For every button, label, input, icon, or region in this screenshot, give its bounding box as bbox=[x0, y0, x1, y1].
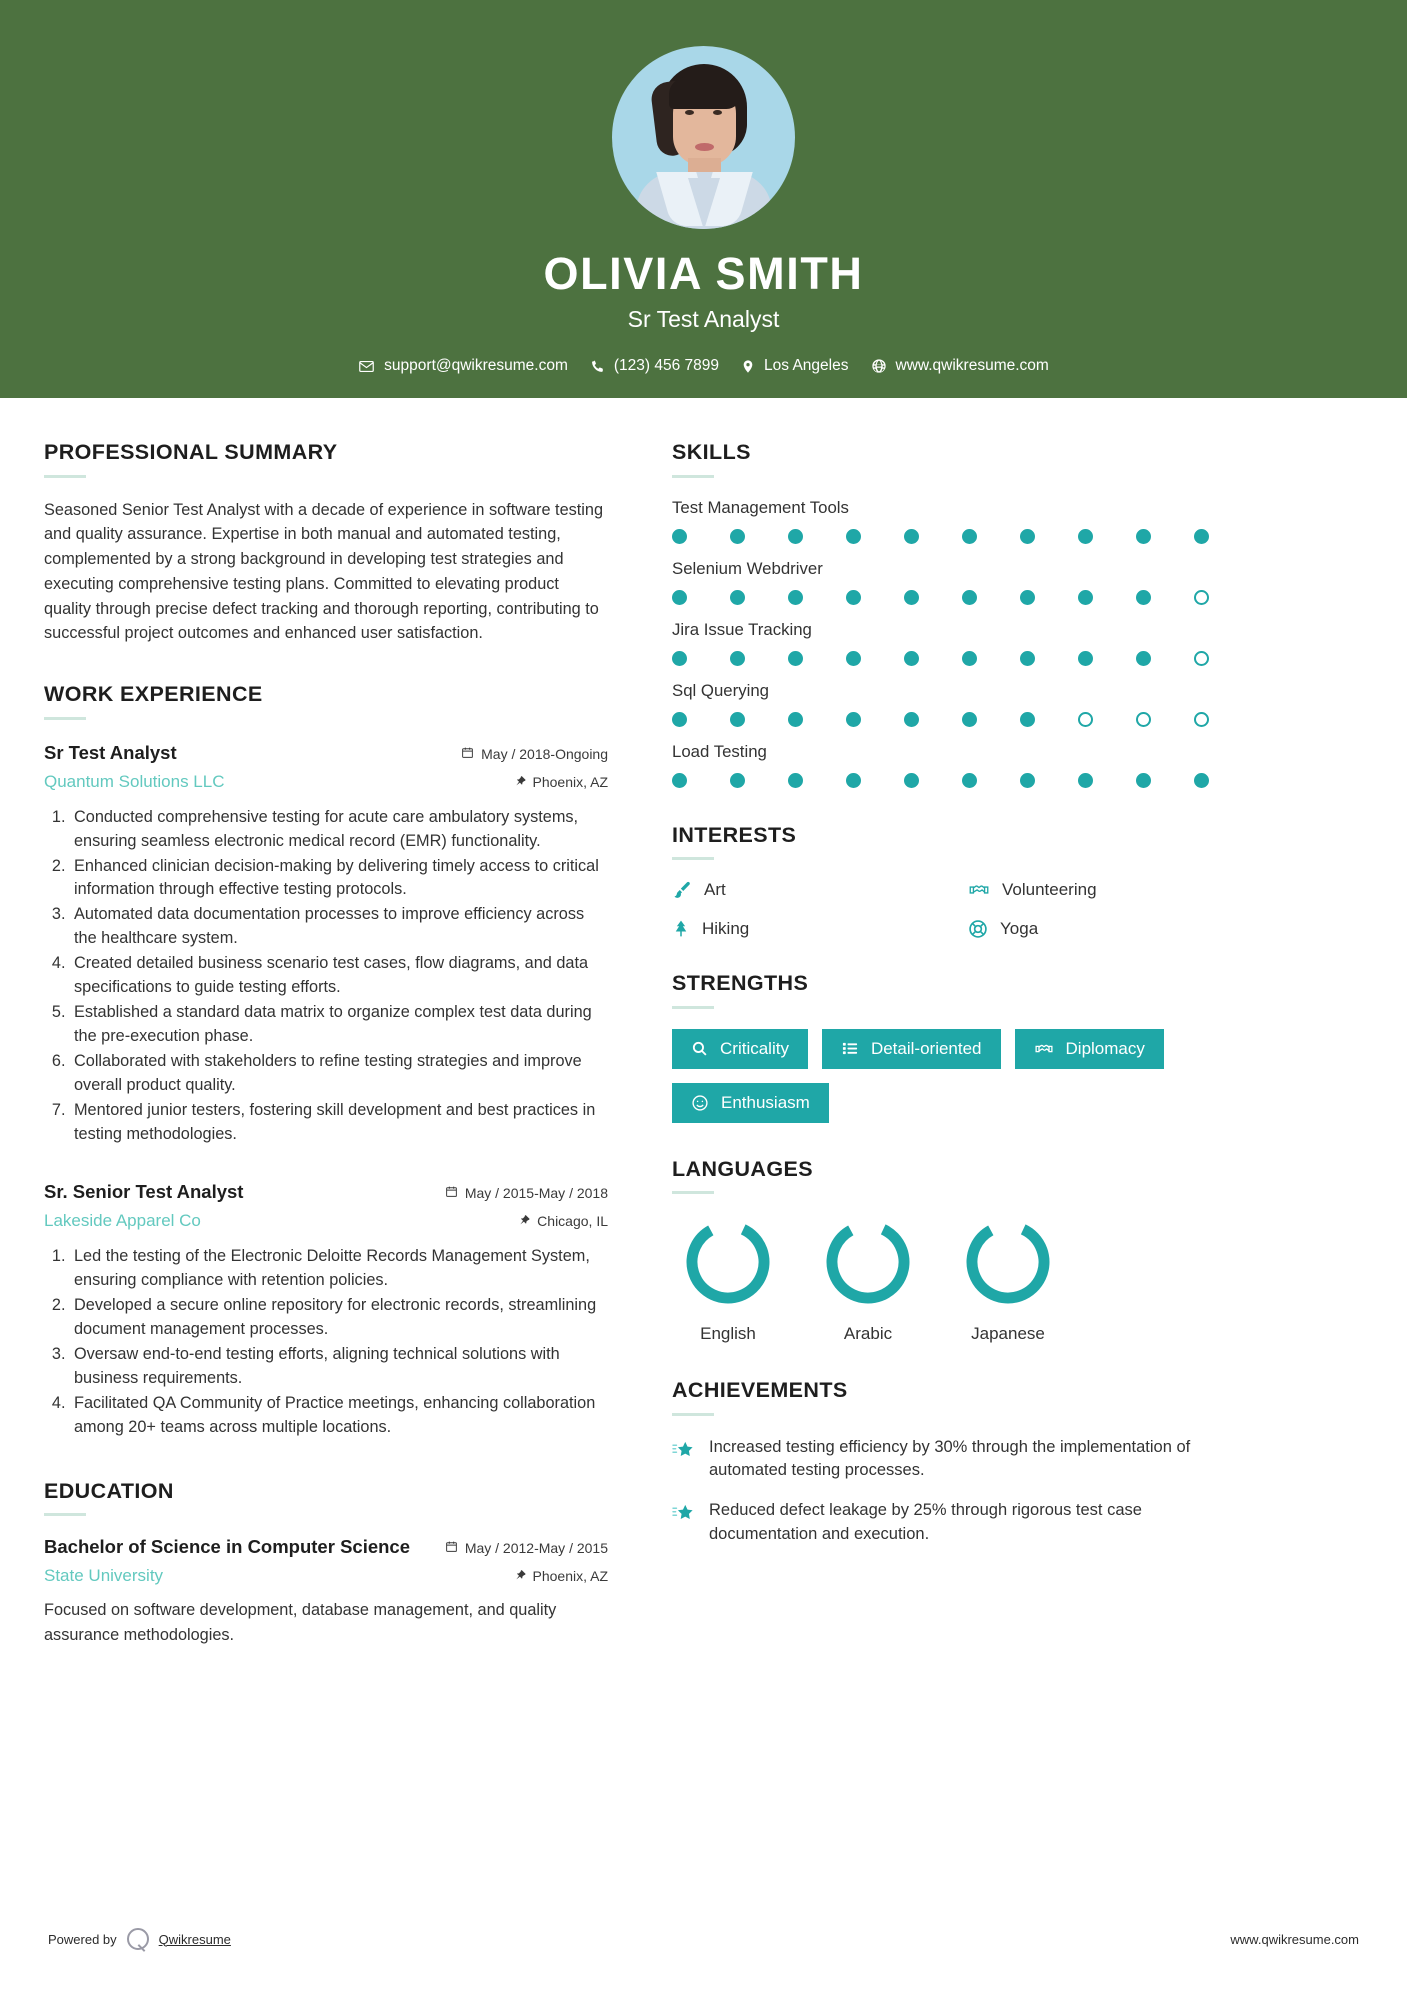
skill-dot bbox=[1194, 712, 1252, 727]
job-dates bbox=[461, 746, 608, 762]
powered-by-label: Powered by bbox=[48, 1931, 117, 1947]
calendar-icon bbox=[445, 1185, 458, 1201]
job-bullet: 1. Led the testing of the Electronic Deloitte Records Management System, ensuring compliance with retention policies. bbox=[70, 1245, 608, 1293]
job-bullet: 6. Collaborated with stakeholders to refine testing strategies and improve overall product quality. bbox=[70, 1050, 608, 1098]
skill-dot bbox=[1136, 773, 1194, 788]
tree-icon bbox=[672, 918, 690, 939]
handshake-icon bbox=[1034, 1040, 1054, 1058]
skill-dot bbox=[1020, 651, 1078, 666]
skills-list bbox=[672, 498, 1254, 788]
achievement-text: Increased testing efficiency by 30% through the implementation of automated testing processes. bbox=[709, 1437, 1191, 1480]
strength-label: Enthusiasm bbox=[721, 1093, 810, 1112]
language-item bbox=[820, 1214, 916, 1344]
job-dates-text: May / 2018-Ongoing bbox=[481, 745, 608, 762]
contact-location bbox=[741, 357, 848, 375]
interest-label: Art bbox=[704, 880, 726, 899]
qwikresume-logo-icon bbox=[127, 1928, 149, 1950]
magnifier-icon bbox=[691, 1040, 708, 1057]
skill-dot bbox=[1194, 529, 1252, 544]
section-rule bbox=[672, 857, 714, 860]
skill-dot bbox=[962, 529, 1020, 544]
paintbrush-icon bbox=[672, 880, 692, 900]
section-title: PROFESSIONAL SUMMARY bbox=[44, 440, 338, 464]
skill-dot bbox=[1020, 773, 1078, 788]
job-bullet: 5. Established a standard data matrix to organize complex test data during the pre-execution phase. bbox=[70, 1001, 608, 1049]
section-title: EDUCATION bbox=[44, 1478, 174, 1503]
job-bullet: 3. Automated data documentation processes to improve efficiency across the healthcare system. bbox=[70, 903, 608, 951]
section-title: INTERESTS bbox=[672, 822, 797, 847]
qwikresume-brand-link[interactable]: Qwikresume bbox=[158, 1931, 231, 1947]
skill-dot bbox=[1078, 529, 1136, 544]
skill-dot bbox=[730, 712, 788, 727]
job-bullet: 4. Created detailed business scenario test cases, flow diagrams, and data specifications to guide testing efforts. bbox=[70, 952, 608, 1000]
skill-dot bbox=[846, 712, 904, 727]
skill-dot bbox=[672, 529, 730, 544]
job-location-text: Chicago, IL bbox=[537, 1212, 608, 1229]
footer-site-url: www.qwikresume.com bbox=[1230, 1931, 1359, 1947]
skill-dot bbox=[962, 590, 1020, 605]
skill-dot bbox=[1078, 590, 1136, 605]
section-rule bbox=[672, 1006, 714, 1009]
education-entry bbox=[44, 1536, 608, 1647]
phone-icon bbox=[590, 359, 605, 374]
contact-phone[interactable] bbox=[590, 357, 719, 375]
language-progress-ring bbox=[960, 1214, 1056, 1310]
section-title: STRENGTHS bbox=[672, 971, 809, 995]
skill-dot bbox=[1136, 712, 1194, 727]
skill-dot bbox=[788, 773, 846, 788]
skill-dot bbox=[962, 712, 1020, 727]
skill-dot bbox=[904, 651, 962, 666]
job-bullets bbox=[44, 806, 608, 1147]
professional-summary-text: Seasoned Senior Test Analyst with a decade of experience in software testing and quality assurance. Expertise in both manual and automated testing, complemented by a strong background in developing test strategies and executing comprehensive testing plans. Committed to elevating product quality through precise defect tracking and thorough reporting, contributing to successful project outcomes and enhanced user satisfaction. bbox=[44, 500, 604, 643]
section-education-header bbox=[44, 1478, 608, 1517]
section-achievements-header bbox=[672, 1380, 1254, 1416]
skill-dot bbox=[904, 590, 962, 605]
skill-dot bbox=[672, 773, 730, 788]
skill-dot bbox=[1194, 590, 1252, 605]
job-bullet: 7. Mentored junior testers, fostering skill development and best practices in testing methodologies. bbox=[70, 1099, 608, 1147]
job-dates bbox=[445, 1185, 608, 1201]
section-languages-header bbox=[672, 1156, 1254, 1195]
skill-dot bbox=[730, 773, 788, 788]
section-strengths-header bbox=[672, 973, 1254, 1009]
handshake-icon bbox=[968, 880, 990, 900]
skill-name: Jira Issue Tracking bbox=[672, 619, 812, 639]
education-dates bbox=[445, 1540, 608, 1556]
interest-item bbox=[968, 880, 1254, 900]
skill-name: Sql Querying bbox=[672, 680, 770, 700]
strength-badge bbox=[1015, 1029, 1164, 1069]
interest-label: Volunteering bbox=[1002, 880, 1097, 899]
strength-badge bbox=[672, 1083, 829, 1123]
language-progress-ring bbox=[680, 1214, 776, 1310]
section-work-experience-header bbox=[44, 684, 608, 720]
contact-website-text: www.qwikresume.com bbox=[895, 357, 1049, 374]
skill-dot bbox=[846, 773, 904, 788]
education-dates-text: May / 2012-May / 2015 bbox=[464, 1540, 608, 1557]
job-dates-text: May / 2015-May / 2018 bbox=[464, 1184, 608, 1201]
skill-dot bbox=[962, 773, 1020, 788]
section-rule bbox=[44, 1513, 86, 1516]
skill-dot bbox=[672, 712, 730, 727]
skill-dot bbox=[788, 651, 846, 666]
skill-dot bbox=[672, 651, 730, 666]
contact-bar bbox=[358, 357, 1049, 375]
resume-body bbox=[0, 398, 1407, 1647]
section-title: LANGUAGES bbox=[672, 1156, 813, 1181]
job-position: Sr Test Analyst bbox=[44, 741, 177, 763]
job-location bbox=[519, 1213, 608, 1229]
strength-badge bbox=[822, 1029, 1001, 1069]
skill-dot bbox=[1020, 529, 1078, 544]
star-icon bbox=[672, 1440, 695, 1466]
work-entry bbox=[44, 1181, 608, 1440]
skill-dot bbox=[1136, 651, 1194, 666]
strengths-list bbox=[672, 1029, 1254, 1123]
contact-email-text: support@qwikresume.com bbox=[384, 357, 568, 374]
skill-name: Test Management Tools bbox=[672, 497, 849, 517]
page-title: OLIVIA SMITH bbox=[543, 248, 864, 299]
skill-dot bbox=[1136, 529, 1194, 544]
pin-icon bbox=[519, 1213, 530, 1229]
interest-item bbox=[672, 918, 958, 939]
section-interests-header bbox=[672, 822, 1254, 861]
interest-label: Yoga bbox=[1000, 918, 1039, 938]
skill-dot bbox=[1136, 590, 1194, 605]
skill-dot bbox=[672, 590, 730, 605]
job-bullet: 2. Enhanced clinician decision-making by delivering timely access to critical information through effective testing protocols. bbox=[70, 855, 608, 903]
skill-dot bbox=[904, 773, 962, 788]
skill-dot bbox=[1078, 773, 1136, 788]
education-school: State University bbox=[44, 1566, 164, 1586]
job-bullet: 3. Oversaw end-to-end testing efforts, aligning technical solutions with business requirements. bbox=[70, 1343, 608, 1391]
skill-name: Selenium Webdriver bbox=[672, 558, 823, 578]
location-pin-icon bbox=[741, 358, 755, 375]
skill-dot bbox=[904, 529, 962, 544]
strength-label: Criticality bbox=[720, 1039, 789, 1058]
skill-dot bbox=[730, 651, 788, 666]
skill-rating bbox=[672, 529, 1254, 544]
job-position: Sr. Senior Test Analyst bbox=[44, 1180, 244, 1202]
section-title: ACHIEVEMENTS bbox=[672, 1378, 848, 1402]
section-title: SKILLS bbox=[672, 440, 751, 464]
resume-header bbox=[0, 0, 1407, 398]
skill-dot bbox=[962, 651, 1020, 666]
skill-dot bbox=[1020, 590, 1078, 605]
languages-list bbox=[672, 1214, 1254, 1344]
skill-dot bbox=[846, 590, 904, 605]
skill-dot bbox=[1078, 712, 1136, 727]
language-progress-ring bbox=[820, 1214, 916, 1310]
work-entry bbox=[44, 742, 608, 1147]
language-name: English bbox=[700, 1324, 756, 1343]
education-location bbox=[515, 1568, 609, 1584]
contact-location-text: Los Angeles bbox=[764, 357, 849, 374]
powered-by bbox=[48, 1928, 231, 1950]
section-title: WORK EXPERIENCE bbox=[44, 682, 263, 707]
pin-icon bbox=[515, 1568, 526, 1584]
job-bullet: 2. Developed a secure online repository for electronic records, streamlining document management processes. bbox=[70, 1294, 608, 1342]
skill-dot bbox=[730, 529, 788, 544]
list-icon bbox=[841, 1040, 859, 1057]
skill-dot bbox=[846, 529, 904, 544]
interests-grid bbox=[672, 880, 1254, 939]
job-company: Lakeside Apparel Co bbox=[44, 1210, 201, 1230]
envelope-icon bbox=[358, 358, 375, 375]
job-bullet: 1. Conducted comprehensive testing for acute care ambulatory systems, ensuring seamless electronic medical record (EMR) functionality. bbox=[70, 806, 608, 854]
section-rule bbox=[672, 1413, 714, 1416]
skill-name: Load Testing bbox=[672, 741, 767, 761]
language-name: Arabic bbox=[843, 1324, 893, 1343]
section-rule bbox=[44, 475, 86, 478]
job-company: Quantum Solutions LLC bbox=[44, 771, 225, 791]
interest-item bbox=[968, 918, 1254, 939]
skill-rating bbox=[672, 590, 1254, 605]
language-item bbox=[960, 1214, 1056, 1344]
skill-item bbox=[672, 742, 1254, 788]
calendar-icon bbox=[445, 1540, 458, 1556]
education-location-text: Phoenix, AZ bbox=[532, 1568, 608, 1585]
language-item bbox=[680, 1214, 776, 1344]
star-icon bbox=[672, 1503, 695, 1529]
strength-label: Diplomacy bbox=[1065, 1039, 1145, 1058]
skill-item bbox=[672, 559, 1254, 605]
skill-dot bbox=[788, 712, 846, 727]
left-column bbox=[44, 442, 644, 1647]
language-name: Japanese bbox=[971, 1324, 1045, 1343]
interest-label: Hiking bbox=[702, 918, 750, 938]
job-bullet: 4. Facilitated QA Community of Practice meetings, enhancing collaboration among 20+ teams across multiple locations. bbox=[70, 1392, 608, 1440]
achievement-text: Reduced defect leakage by 25% through rigorous test case documentation and execution. bbox=[709, 1501, 1142, 1544]
skill-dot bbox=[1078, 651, 1136, 666]
globe-icon bbox=[871, 358, 887, 374]
skill-dot bbox=[904, 712, 962, 727]
skill-dot bbox=[788, 529, 846, 544]
job-location-text: Phoenix, AZ bbox=[532, 773, 608, 790]
education-description: Focused on software development, database management, and quality assurance methodologies. bbox=[44, 1601, 557, 1644]
education-degree: Bachelor of Science in Computer Science bbox=[44, 1536, 410, 1558]
section-skills-header bbox=[672, 442, 1254, 478]
achievement-item bbox=[672, 1499, 1254, 1547]
achievement-item bbox=[672, 1436, 1254, 1484]
skill-item bbox=[672, 681, 1254, 727]
skill-dot bbox=[1194, 651, 1252, 666]
skill-dot bbox=[1020, 712, 1078, 727]
skill-rating bbox=[672, 712, 1254, 727]
section-rule bbox=[44, 717, 86, 720]
skill-dot bbox=[788, 590, 846, 605]
skill-item bbox=[672, 620, 1254, 666]
skill-dot bbox=[1194, 773, 1252, 788]
page-footer bbox=[0, 1928, 1407, 1950]
lifebuoy-icon bbox=[968, 919, 988, 939]
section-professional-summary-header bbox=[44, 442, 608, 478]
pin-icon bbox=[515, 774, 526, 790]
calendar-icon bbox=[461, 746, 474, 762]
skill-rating bbox=[672, 773, 1254, 788]
contact-email[interactable] bbox=[358, 357, 568, 375]
skill-dot bbox=[730, 590, 788, 605]
smiley-icon bbox=[691, 1094, 709, 1112]
strength-label: Detail-oriented bbox=[870, 1039, 982, 1058]
right-column bbox=[644, 442, 1254, 1647]
job-location bbox=[515, 774, 609, 790]
skill-dot bbox=[846, 651, 904, 666]
skill-item bbox=[672, 498, 1254, 544]
contact-website[interactable] bbox=[871, 357, 1049, 375]
job-bullets bbox=[44, 1245, 608, 1440]
section-rule bbox=[672, 475, 714, 478]
strength-badge bbox=[672, 1029, 808, 1069]
contact-phone-text: (123) 456 7899 bbox=[613, 357, 720, 374]
interest-item bbox=[672, 880, 958, 900]
job-role-subtitle: Sr Test Analyst bbox=[627, 306, 780, 332]
avatar bbox=[612, 46, 795, 229]
skill-rating bbox=[672, 651, 1254, 666]
section-rule bbox=[672, 1191, 714, 1194]
